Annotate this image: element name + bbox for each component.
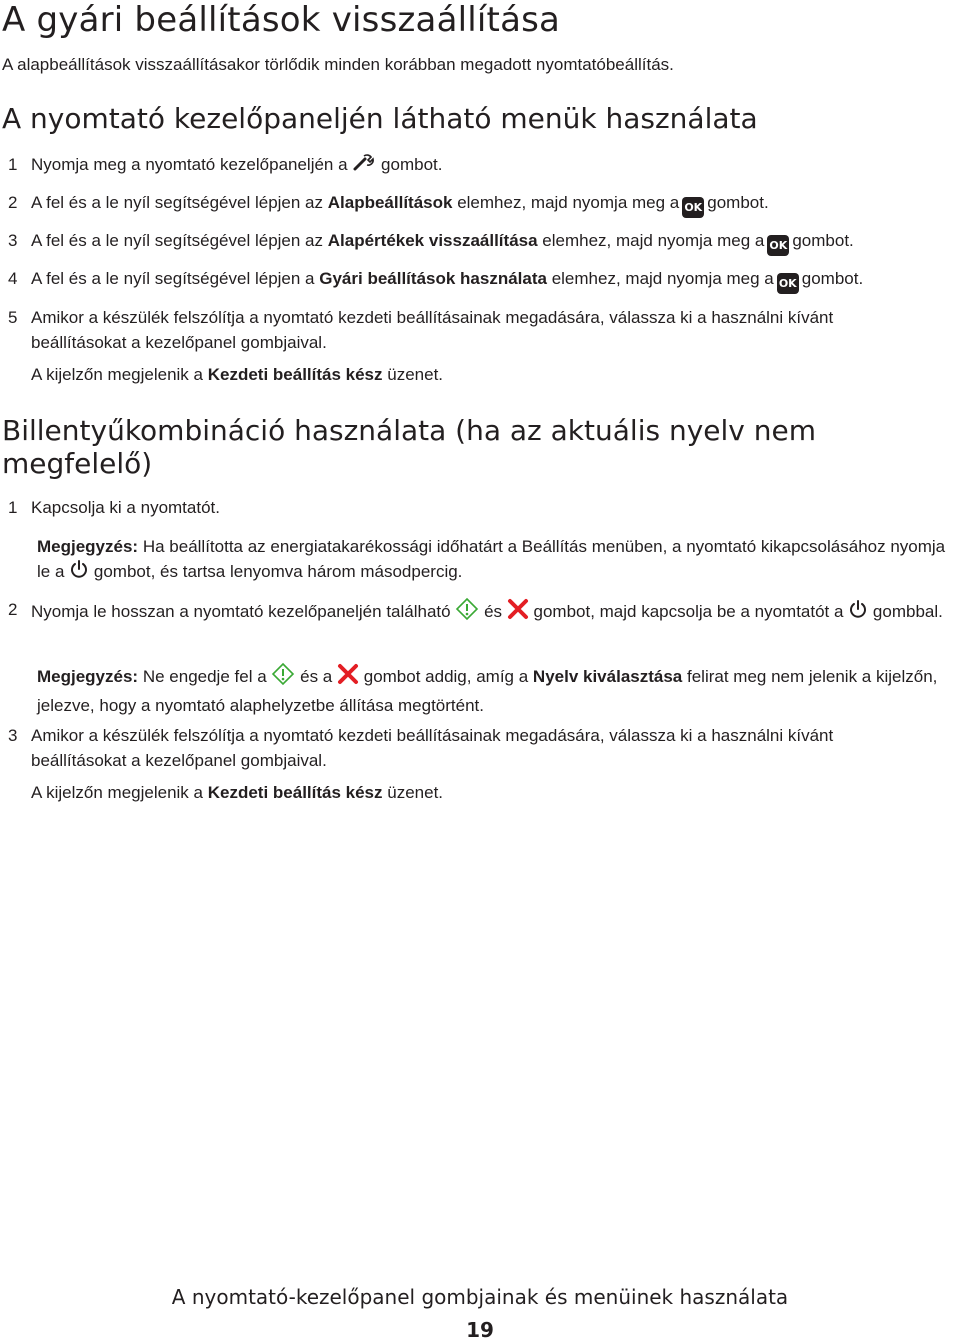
section-heading-menus: A nyomtató kezelőpaneljén látható menük használata — [2, 102, 758, 135]
ok-button-icon: OK — [777, 273, 799, 294]
result-message: A kijelzőn megjelenik a Kezdeti beállítás kész üzenet. — [31, 365, 444, 384]
manual-page: A gyári beállítások visszaállítása A alapbeállítások visszaállításakor törlődik minden korábban megadott nyomtatóbeállítás. A nyomtató kezelőpaneljén látható menük használata 1 Nyomja meg a nyomtató kezelőpaneljén a gombot. 2 A fel és a le nyíl segítségével lépjen az Alapbeállítások elemhez, majd nyomja meg a OK gombot. 3 A fel és a le nyíl segítségével lépjen az Alapértékek visszaállítása elemhez, majd nyomja meg a OK gombot. 4 A fel és a le nyíl segítségével lépjen a Gyári beállítások használata elemhez, majd nyomja meg a OK gombot. 5 Amikor a készülék felszólítja a nyomtató kezdeti beállításainak megadására, válassza ki a használni kívánt beállításokat a kezelőpanel gombjaival. A kijelzőn megjelenik a Kezdeti beállítás kész üzenet. Billentyűkombináció használata (ha az aktuális nyelv nem megfelelő) 1 Kapcsolja ki a nyomtatót. Megjegyzés: Ha beállította az energiatakarékossági időhatárt a Beállítás menüben, a nyomtató kikapcsolásához nyomja le a gombot, és tartsa lenyomva három másodpercig. 2 Nyomja le hosszan a nyomtató kezelőpaneljén található és gombot, majd kapcsolja be a nyomtatót a gombbal. Megjegyzés: Ne engedje fel a és a gombot addig, amíg a Nyelv kiválasztása felirat meg nem jelenik a kijelzőn, jelezve, hogy a nyomtató alaphelyzetbe állítása megtörtént. 3 Amikor a készülék felszólítja a nyomtató kezdeti beállításainak megadására, válassza ki a használni kívánt beállításokat a kezelőpanel gombjaival. A kijelzőn megjelenik a Kezdeti beállítás kész üzenet. A nyomtató-kezelőpanel gombjainak és menüinek használata 19 — [0, 0, 960, 1343]
start-icon — [455, 597, 479, 628]
note-2: Megjegyzés: Ne engedje fel a és a gombot addig, amíg a Nyelv kiválasztása felirat meg nem jelenik a kijelzőn, jelezve, hogy a nyomtató alaphelyzetbe állítása megtörtént. — [37, 662, 959, 718]
power-icon — [848, 599, 868, 626]
power-icon — [69, 559, 89, 586]
page-title: A gyári beállítások visszaállítása — [2, 0, 561, 40]
note-1: Megjegyzés: Ha beállította az energiatakarékossági időhatárt a Beállítás menüben, a nyomtató kikapcsolásához nyomja le a gombot, és tartsa lenyomva három másodpercig. — [37, 534, 959, 586]
footer-title: A nyomtató-kezelőpanel gombjainak és menüinek használata — [171, 1285, 789, 1309]
intro-text: A alapbeállítások visszaállításakor törlődik minden korábban megadott nyomtatóbeállítás. — [2, 55, 674, 74]
lang-result-message: A kijelzőn megjelenik a Kezdeti beállítás kész üzenet. — [31, 783, 444, 802]
cancel-icon — [337, 663, 359, 692]
ok-button-icon: OK — [682, 197, 704, 218]
ok-button-icon: OK — [767, 235, 789, 256]
page-number: 19 — [466, 1318, 494, 1342]
cancel-icon — [507, 598, 529, 627]
section-heading-language: Billentyűkombináció használata (ha az aktuális nyelv nem megfelelő) — [2, 414, 816, 480]
start-icon — [271, 662, 295, 693]
wrench-icon — [352, 152, 376, 179]
